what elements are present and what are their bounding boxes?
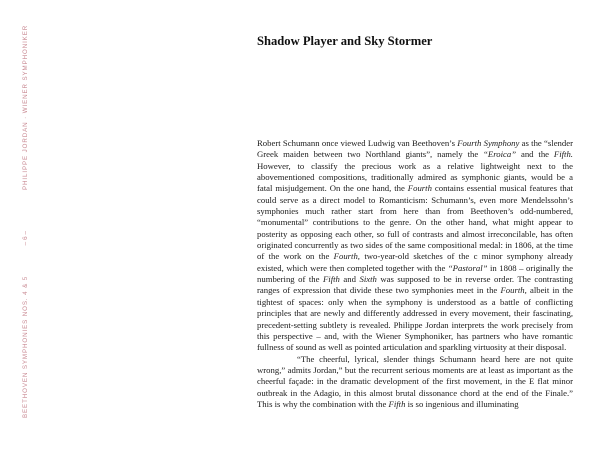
italic-run: Fourth, [333, 251, 360, 262]
paragraph-2 [257, 354, 573, 411]
italic-run: “Eroica” [483, 149, 517, 160]
margin-column [22, 0, 46, 450]
text-run: and the [516, 149, 554, 160]
text-run: was supposed to be in reverse order. The contrasting ranges of expression that divide these two symphonies meet in the [257, 274, 573, 296]
italic-run: Fourth Symphony [457, 138, 520, 148]
article-body [257, 138, 573, 450]
paragraph-1 [257, 138, 573, 354]
article-title: Shadow Player and Sky Stormer [257, 34, 433, 48]
text-run: two-year-old sketches of the c minor symphony already existed, which were then completed together with the [257, 251, 573, 273]
text-run: and [339, 274, 360, 285]
text-run: contains essential musical features that could serve as a direct model to Romanticism: Schumann’s, even more Mendelssohn’s symphonies much rather start from here than from Beethoven’s odd-numbered, “monumental” contributions to the genre. On the other hand, what might appear to posterity as opposing each other, so full of contrasts and almost irreconcilable, has often originated concurrently as two sides of the same compositional medal: in 1806, at the time of the work on the [257, 183, 573, 262]
running-footer-vertical: BEETHOVEN SYMPHONIES NOS. 4 & 5 [22, 275, 29, 418]
italic-run: Fifth [323, 274, 340, 285]
text-run: However, to classify the precious work as a relative lightweight next to the abovementioned compositions, traditionally admired as symphonic giants, would be a fatal misjudgement. On the one hand, the [257, 160, 573, 194]
text-run: in 1808 – originally the numbering of the [257, 262, 573, 285]
italic-run: Fifth. [553, 149, 573, 160]
running-header-vertical: PHILIPPE JORDAN · WIENER SYMPHONIKER [22, 24, 29, 190]
text-run: as the “slender Greek maiden between two Northland giants”, namely the [257, 138, 573, 160]
page-number: – 6 – [22, 231, 29, 246]
italic-run: Fourth, [500, 285, 527, 296]
text-run: Robert Schumann once viewed Ludwig van Beethoven’s [257, 138, 458, 148]
italic-run: Fourth [407, 183, 432, 194]
italic-run: Sixth [359, 274, 377, 285]
text-run: is so ingenious and illuminating [405, 398, 519, 409]
text-run: albeit in the tightest of spaces: only when the symphony is understood as a battle of conflicting principles that are newly and differently addressed in every movement, their fascinating, precedent-setting subtlety is revealed. Philippe Jordan interprets the work precisely from this perspective – and, with the Wiener Symphoniker, has partners who have romantic fullness of sound as well as pointed articulation and sparkling virtuosity at their disposal. [257, 285, 573, 353]
text-run: “The cheerful, lyrical, slender things Schumann heard here are not quite wrong,” admits Jordan,” but the recurrent serious moments are at least as important as the cheerful façade: in the dramatic development of the first movement, in the E flat minor outbreak in the Adagio, in this almost brutal dissonance chord at the end of the Finale.” This is why the combination with the [257, 353, 573, 409]
italic-run: Fifth [388, 398, 406, 409]
italic-run: “Pastoral” [447, 262, 488, 273]
